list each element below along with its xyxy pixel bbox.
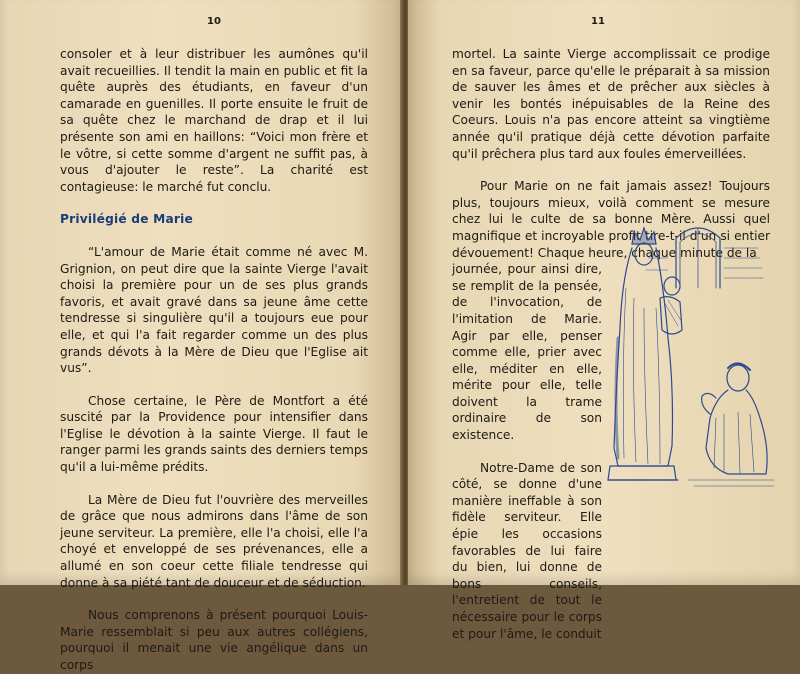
section-heading: Privilégié de Marie <box>60 212 193 227</box>
virgin-and-child-illustration-icon <box>598 218 776 490</box>
paragraph-nous-comprenons: Nous comprenons à présent pourquoi Louis-Marie ressemblait si peu aux autres collégiens, pourquoi il menait une vie angélique dans un corps <box>60 608 368 672</box>
paragraph-quote: “L'amour de Marie était comme né avec M. Grignion, on peut dire que la sainte Vierge l'avait choisi la première pour un de ses plus grands favoris, et avait gravé dans sa jeune âme cette tendresse si singulière qu'il a toujours eue pour elle, et qui l'a fait regarder comme un des plus grands dévots à la Mère de Dieu que l'Eglise ait vus”. <box>60 244 368 376</box>
paragraph-mortel: mortel. La sainte Vierge accomplissait ce prodige en sa faveur, parce qu'elle le préparait à sa mission de sauver les âmes et de prêcher aux siècles à venir les bontés inépuisables de la Reine des Coeurs. Louis n'a pas encore atteint sa vingtième année qu'il pratique déjà cette dévotion parfaite qu'il prêchera plus tard aux foules émerveillées. <box>452 47 770 161</box>
paragraph-pour-marie-continued: journée, pour ainsi dire, se remplit de la pensée, de l'invocation, de l'imitation de Marie. Agir par elle, penser comme elle, prier avec elle, méditer en elle, mérite pour elle, telle doivent la trame ordinaire de son existence. <box>452 262 602 443</box>
page-number-left: 10 <box>207 16 221 27</box>
page-number-right: 11 <box>591 16 605 27</box>
left-page-text <box>60 46 368 674</box>
paragraph-continued: consoler et à leur distribuer les aumônes qu'il avait recueillies. Il tendit la main en public et fit la quête auprès des étudiants, en faveur d'un camarade en guenilles. Il porte ensuite le fruit de sa quête chez le marchand de drap et il lui présente son ami en haillons: “Voici mon frère et le vôtre, si cette somme d'argent ne suffit pas, à vous d'ajouter le reste”. La charité est contagieuse: le marché fut conclu. <box>60 47 368 194</box>
paragraph-mere-de-dieu: La Mère de Dieu fut l'ouvrière des merveilles de grâce que nous admirons dans l'âme de son jeune serviteur. La première, elle l'a choisi, elle l'a choyé et enveloppé de ses prévenances, elle a allumé en son coeur cette filiale tendresse qui donne à sa piété tant de douceur et de séduction. <box>60 492 368 590</box>
paragraph-pour-marie: Pour Marie on ne fait jamais assez! Toujours plus, toujours mieux, voilà comment se mesure chez lui le culte de sa bonne Mère. Aussi quel magnifique et incroyable profit tire-t-il d'un si entier dévouement! Chaque heure, chaque minute de la <box>452 179 770 260</box>
paragraph-chose-certaine: Chose certaine, le Père de Montfort a été suscité par la Providence pour intensifier dans l'Eglise le dévotion à la sainte Vierge. Il faut le ranger parmi les grands saints des derniers temps qu'il a lui-même prédits. <box>60 393 368 475</box>
right-page <box>408 0 800 641</box>
paragraph-notre-dame: Notre-Dame de son côté, se donne d'une manière ineffable à son fidèle serviteur. Elle épie les occasions favorables de lui faire du bien, lui donne de bons conseils, l'entretient de tout le nécessaire pour le corps et pour l'âme, le conduit <box>452 460 602 641</box>
